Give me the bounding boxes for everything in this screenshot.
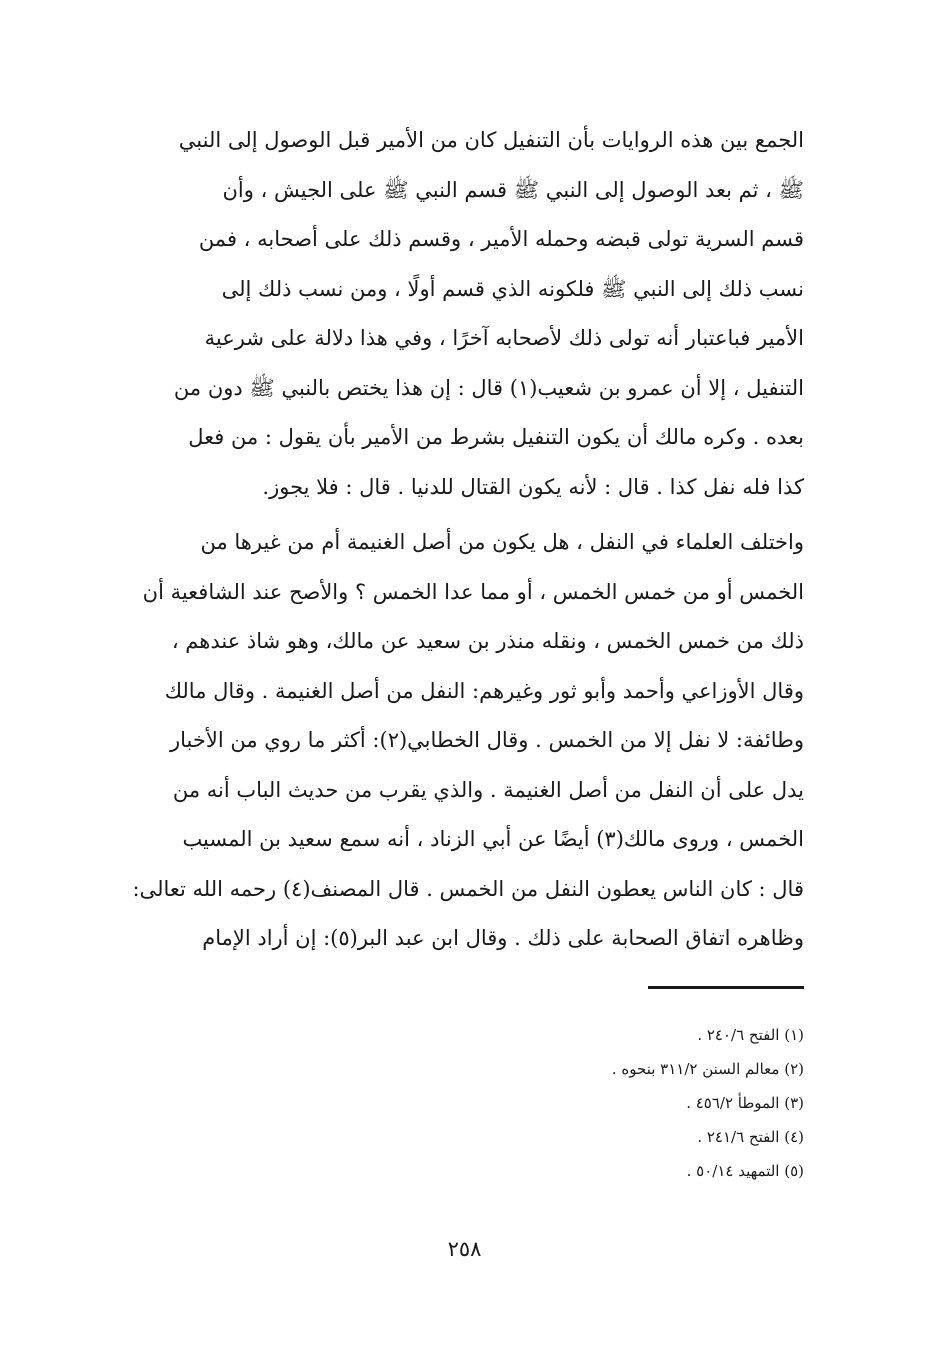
body-text — [128, 116, 804, 964]
text-line: الخمس أو من خمس الخمس ، أو مما عدا الخمس ؟ والأصح عند الشافعية أن — [142, 579, 804, 604]
text-line: الجمع بين هذه الروايات بأن التنفيل كان من الأمير قبل الوصول إلى النبي — [178, 128, 804, 152]
paragraph-2 — [128, 518, 804, 964]
text-line: واختلف العلماء في النفل ، هل يكون من أصل الغنيمة أم من غيرها من — [200, 530, 804, 554]
text-line: نسب ذلك إلى النبي ﷺ فلكونه الذي قسم أولًا ، ومن نسب ذلك إلى — [221, 276, 804, 301]
footnote-3: (٣) الموطأ ٤٥٦/٢ . — [686, 1094, 804, 1112]
text-line: الأمير فباعتبار أنه تولى ذلك لأصحابه آخرًا ، وفي هذا دلالة على شرعية — [204, 326, 804, 350]
footnote-divider — [648, 986, 804, 989]
text-line: بعده . وكره مالك أن يكون التنفيل بشرط من الأمير بأن يقول : من فعل — [188, 425, 804, 449]
text-line: قسم السرية تولى قبضه وحمله الأمير ، وقسم ذلك على أصحابه ، فمن — [198, 227, 804, 251]
footnotes — [300, 1018, 804, 1188]
text-line: التنفيل ، إلا أن عمرو بن شعيب(١) قال : إن هذا يختص بالنبي ﷺ دون من — [173, 375, 804, 400]
paragraph-1 — [128, 116, 804, 512]
text-line: ذلك من خمس الخمس ، ونقله منذر بن سعيد عن مالك، وهو شاذ عندهم ، — [171, 629, 804, 653]
text-line: قال : كان الناس يعطون النفل من الخمس . قال المصنف(٤) رحمه الله تعالى: — [132, 876, 804, 901]
text-line: وظاهره اتفاق الصحابة على ذلك . وقال ابن عبد البر(٥): إن أراد الإمام — [202, 926, 804, 950]
footnote-1: (١) الفتح ٢٤٠/٦ . — [697, 1026, 804, 1044]
text-line: وطائفة: لا نفل إلا من الخمس . وقال الخطابي(٢): أكثر ما روي من الأخبار — [170, 728, 804, 752]
footnote-5: (٥) التمهيد ٥٠/١٤ . — [686, 1162, 804, 1180]
text-line: كذا فله نفل كذا . قال : لأنه يكون القتال للدنيا . قال : فلا يجوز. — [262, 474, 804, 499]
footnote-2: (٢) معالم السنن ٣١١/٢ بنحوه . — [611, 1060, 804, 1078]
footnote-4: (٤) الفتح ٢٤١/٦ . — [697, 1128, 804, 1146]
text-line: ﷺ ، ثم بعد الوصول إلى النبي ﷺ قسم النبي ﷺ على الجيش ، وأن — [222, 177, 804, 202]
text-line: وقال الأوزاعي وأحمد وأبو ثور وغيرهم: النفل من أصل الغنيمة . وقال مالك — [164, 678, 804, 703]
page-number: ٢٥٨ — [447, 1237, 482, 1261]
text-line: الخمس ، وروى مالك(٣) أيضًا عن أبي الزناد ، أنه سمع سعيد بن المسيب — [182, 827, 804, 851]
text-line: يدل على أن النفل من أصل الغنيمة . والذي يقرب من حديث الباب أنه من — [172, 777, 804, 802]
